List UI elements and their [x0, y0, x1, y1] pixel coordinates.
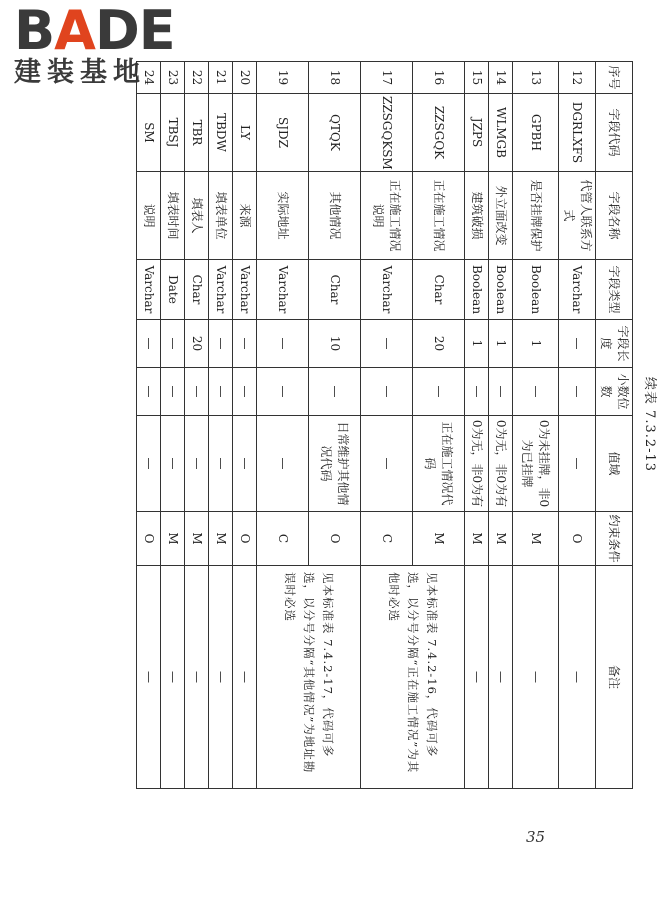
cell-decimals: — [465, 368, 489, 416]
cell-constraint: M [465, 512, 489, 566]
table-row [559, 62, 596, 789]
rotated-table-block [142, 61, 666, 788]
cell-code: SJDZ [257, 94, 309, 172]
header-cell: 字段代码 [596, 94, 633, 172]
cell-length: — [161, 320, 185, 368]
cell-type: Varchar [137, 260, 161, 320]
cell-seq: 15 [465, 62, 489, 94]
header-cell: 值域 [596, 416, 633, 512]
cell-domain: — [233, 416, 257, 512]
cell-length: 1 [465, 320, 489, 368]
cell-length: — [257, 320, 309, 368]
header-cell: 字段名称 [596, 172, 633, 260]
table-row [513, 62, 559, 789]
cell-domain: — [257, 416, 309, 512]
cell-domain: — [161, 416, 185, 512]
cell-note: — [161, 566, 185, 789]
table-row [413, 62, 465, 789]
cell-seq: 12 [559, 62, 596, 94]
cell-length: — [233, 320, 257, 368]
cell-code: TBDW [209, 94, 233, 172]
cell-constraint: O [137, 512, 161, 566]
cell-seq: 19 [257, 62, 309, 94]
cell-decimals: — [309, 368, 361, 416]
cell-domain: — [137, 416, 161, 512]
cell-decimals: — [413, 368, 465, 416]
cell-seq: 23 [161, 62, 185, 94]
table-row [465, 62, 489, 789]
cell-length: 20 [185, 320, 209, 368]
cell-name: 填表单位 [209, 172, 233, 260]
cell-type: Char [185, 260, 209, 320]
cell-constraint: O [233, 512, 257, 566]
cell-code: JZPS [465, 94, 489, 172]
cell-seq: 24 [137, 62, 161, 94]
cell-constraint: M [161, 512, 185, 566]
cell-constraint: M [489, 512, 513, 566]
table-row [489, 62, 513, 789]
cell-name: 外立面改变 [489, 172, 513, 260]
cell-type: Date [161, 260, 185, 320]
table-row [161, 62, 185, 789]
header-cell: 字段长度 [596, 320, 633, 368]
cell-seq: 20 [233, 62, 257, 94]
cell-name: 正在施工情况说明 [361, 172, 413, 260]
cell-seq: 14 [489, 62, 513, 94]
cell-note-merged: 见本标准表 7.4.2-16，代码可多选，以分号分隔“正在施工情况”为其他时必选 [361, 566, 465, 789]
cell-decimals: — [559, 368, 596, 416]
cell-constraint: M [209, 512, 233, 566]
cell-note-merged: 见本标准表 7.4.2-17，代码可多选，以分号分隔“其他情况”为地址勘误时必选 [257, 566, 361, 789]
cell-domain: 0为无，非0为有 [489, 416, 513, 512]
cell-decimals: — [137, 368, 161, 416]
cell-name: 正在施工情况 [413, 172, 465, 260]
cell-decimals: — [209, 368, 233, 416]
cell-name: 实际地址 [257, 172, 309, 260]
logo-subtitle: 建装基地 [14, 57, 146, 88]
cell-name: 代管人联系方式 [559, 172, 596, 260]
cell-type: Varchar [209, 260, 233, 320]
cell-type: Varchar [233, 260, 257, 320]
header-cell: 约束条件 [596, 512, 633, 566]
cell-seq: 16 [413, 62, 465, 94]
cell-decimals: — [233, 368, 257, 416]
header-cell: 小数位数 [596, 368, 633, 416]
cell-decimals: — [257, 368, 309, 416]
cell-note: — [185, 566, 209, 789]
cell-note: — [465, 566, 489, 789]
field-table [136, 61, 633, 789]
cell-code: ZZSGQKSM [361, 94, 413, 172]
cell-length: 10 [309, 320, 361, 368]
cell-length: — [137, 320, 161, 368]
cell-type: Char [309, 260, 361, 320]
cell-length: — [361, 320, 413, 368]
cell-length: 20 [413, 320, 465, 368]
table-header-row [596, 62, 633, 789]
cell-name: 填表人 [185, 172, 209, 260]
cell-constraint: M [513, 512, 559, 566]
table-row [185, 62, 209, 789]
cell-length: — [209, 320, 233, 368]
header-cell: 备注 [596, 566, 633, 789]
cell-constraint: M [413, 512, 465, 566]
page-number: 35 [526, 828, 546, 846]
cell-domain: — [209, 416, 233, 512]
cell-domain: — [185, 416, 209, 512]
cell-type: Varchar [257, 260, 309, 320]
cell-name: 说明 [137, 172, 161, 260]
cell-domain: 0为未挂牌，非0为已挂牌 [513, 416, 559, 512]
cell-type: Boolean [513, 260, 559, 320]
cell-length: 1 [489, 320, 513, 368]
cell-code: TBSJ [161, 94, 185, 172]
cell-decimals: — [513, 368, 559, 416]
cell-domain: 日常维护其他情况代码 [309, 416, 361, 512]
cell-seq: 17 [361, 62, 413, 94]
cell-name: 其他情况 [309, 172, 361, 260]
cell-code: LY [233, 94, 257, 172]
cell-name: 是否挂牌保护 [513, 172, 559, 260]
cell-domain: — [361, 416, 413, 512]
table-row [209, 62, 233, 789]
cell-note: — [489, 566, 513, 789]
cell-constraint: C [361, 512, 413, 566]
cell-domain: — [559, 416, 596, 512]
cell-name: 建筑破损 [465, 172, 489, 260]
cell-constraint: M [185, 512, 209, 566]
table-row [137, 62, 161, 789]
table-row [309, 62, 361, 789]
cell-code: DGRLXFS [559, 94, 596, 172]
cell-note: — [559, 566, 596, 789]
header-cell: 序号 [596, 62, 633, 94]
cell-decimals: — [161, 368, 185, 416]
cell-domain: 0为无，非0为有 [465, 416, 489, 512]
cell-note: — [513, 566, 559, 789]
header-cell: 字段类型 [596, 260, 633, 320]
cell-seq: 18 [309, 62, 361, 94]
table-row [233, 62, 257, 789]
cell-decimals: — [489, 368, 513, 416]
cell-code: QTQK [309, 94, 361, 172]
logo-wordmark: BADE [14, 0, 175, 62]
cell-constraint: O [309, 512, 361, 566]
cell-decimals: — [185, 368, 209, 416]
cell-name: 来源 [233, 172, 257, 260]
cell-type: Varchar [559, 260, 596, 320]
cell-length: — [559, 320, 596, 368]
cell-domain: 正在施工情况代码 [413, 416, 465, 512]
cell-code: TBR [185, 94, 209, 172]
cell-seq: 21 [209, 62, 233, 94]
cell-seq: 22 [185, 62, 209, 94]
cell-name: 填表时间 [161, 172, 185, 260]
cell-code: GPBH [513, 94, 559, 172]
cell-length: 1 [513, 320, 559, 368]
cell-code: ZZSGQK [413, 94, 465, 172]
cell-type: Varchar [361, 260, 413, 320]
cell-code: SM [137, 94, 161, 172]
table-caption: 续表 7.3.2-13 [642, 376, 657, 473]
cell-decimals: — [361, 368, 413, 416]
cell-code: WLMGB [489, 94, 513, 172]
cell-seq: 13 [513, 62, 559, 94]
cell-note: — [137, 566, 161, 789]
cell-note: — [209, 566, 233, 789]
cell-constraint: O [559, 512, 596, 566]
cell-type: Char [413, 260, 465, 320]
cell-constraint: C [257, 512, 309, 566]
cell-type: Boolean [489, 260, 513, 320]
cell-type: Boolean [465, 260, 489, 320]
cell-note: — [233, 566, 257, 789]
